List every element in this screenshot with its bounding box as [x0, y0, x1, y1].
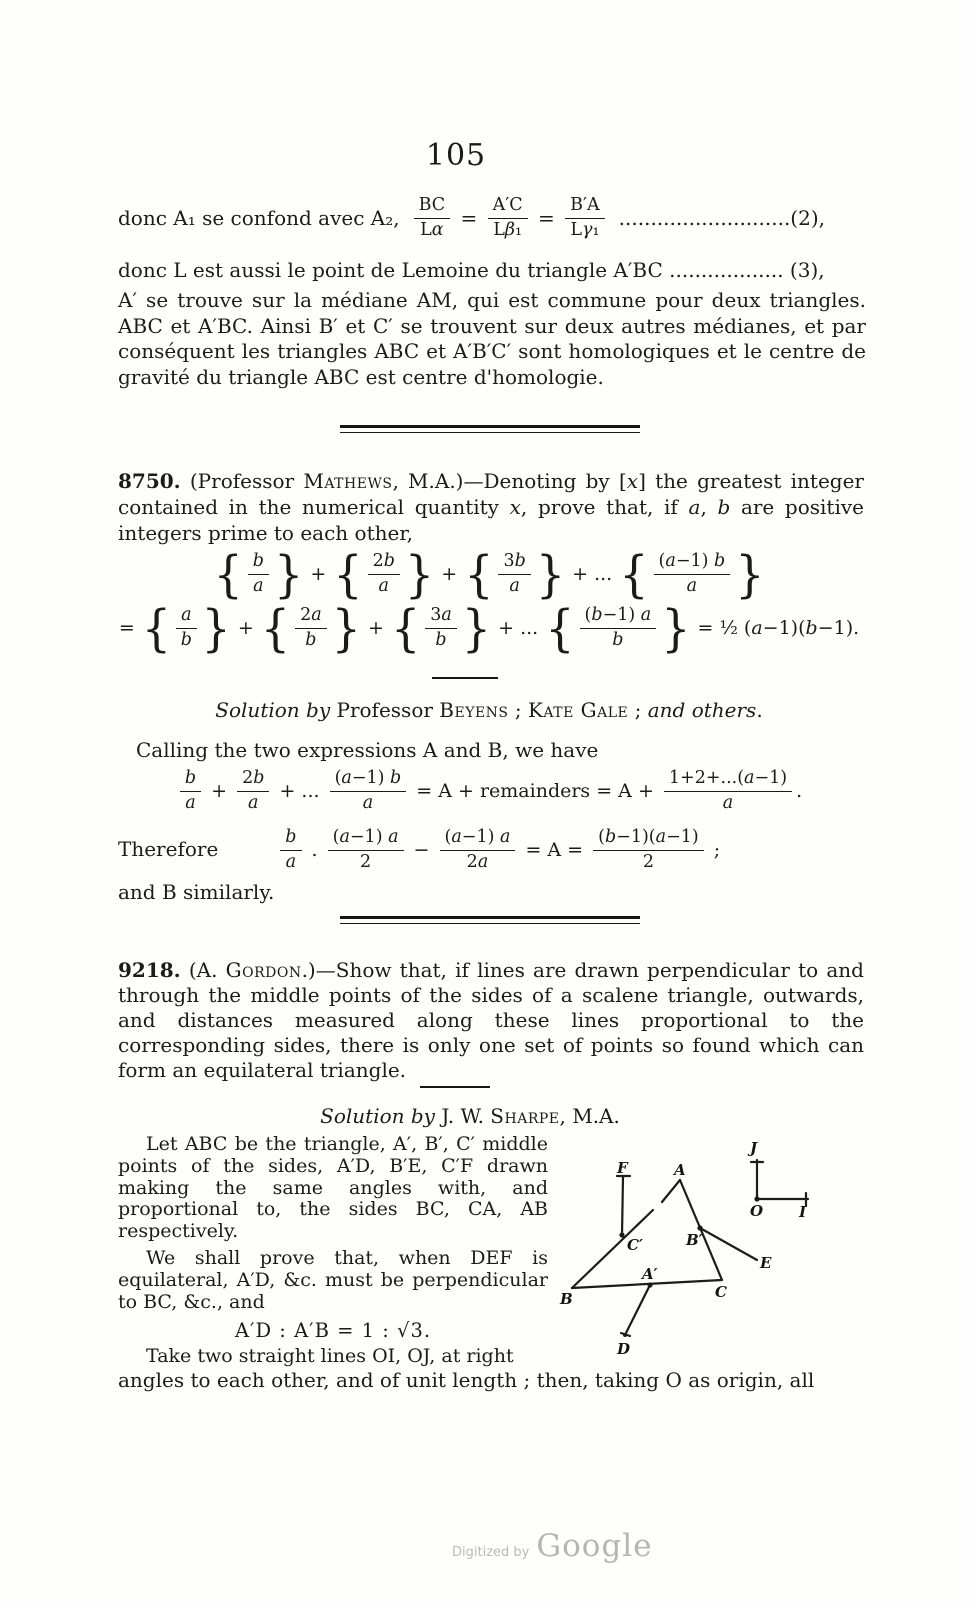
french-paragraph: A′ se trouve sur la médiane AM, qui est commune pour deux triangles. ABC et A′BC. Ainsi B′ et C′ se trouvent sur deux autres médianes, et par conséquent les triangles ABC et A′B′C′ sont homologiques et le centre de gravité du triangle ABC est centre d'homologie. [118, 288, 866, 389]
diagram-label-F: F [617, 1159, 628, 1177]
solution-9218-paragraph-2: We shall prove that, when DEF is equilateral, A′D, &c. must be perpendicular to BC, &c., and [118, 1246, 548, 1313]
diagram-labels [559, 1139, 807, 1358]
solution-8750-heading: Solution by Professor Beyens ; Kate Gale ; and others. [215, 698, 763, 722]
equation-8750-line1: { $\frac{b}{a}$ } + { $\frac{2b}{a}$ } + { $\frac{3b}{a}$ } + ... { $\frac{(a-1) b}{a}$ } [213, 544, 765, 604]
digitized-by-text: Digitized by [452, 1545, 530, 1560]
point-b-prime [697, 1225, 702, 1230]
point-a-prime [647, 1282, 652, 1287]
diagram-label-J: J [750, 1139, 758, 1157]
point-o [754, 1196, 759, 1201]
solution-8750-closing: and B similarly. [118, 880, 275, 904]
watermark [452, 1528, 653, 1564]
geometry-diagram [540, 1125, 880, 1365]
ratio-equation: A′D : A′B = 1 : √3. [234, 1319, 432, 1343]
solution-9218-paragraph-3: Take two straight lines OI, OJ, at right [146, 1345, 514, 1368]
therefore-label: Therefore [118, 837, 219, 862]
line-a-prime-d [625, 1285, 650, 1335]
diagram-label-A-prime: A′ [642, 1265, 658, 1283]
equation-solution-line1: $\frac{b}{a}$ + $\frac{2b}{a}$ + ... $\frac{(a-1) b}{a}$ = A + remainders = A + $\frac{1+2+...(a-1)}{a}$ . [115, 764, 863, 818]
point-d [623, 1333, 627, 1337]
diagram-label-I: I [799, 1203, 807, 1221]
section-separator-2 [340, 916, 640, 924]
diagram-label-D: D [617, 1340, 631, 1358]
problem-8750-statement: 8750. (Professor Mathews, M.A.)—Denoting by [x] the greatest integer contained in the numerical quantity x, prove that, if a, b are positive integers prime to each other, [118, 469, 864, 545]
short-rule [432, 677, 498, 679]
diagram-label-B: B [560, 1290, 573, 1308]
line-c-prime-f [622, 1177, 623, 1235]
diagram-label-E: E [760, 1254, 772, 1272]
equation-solution-line2: $\frac{b}{a}$ . $\frac{(a-1) a}{2}$ − $\frac{(a-1) a}{2a}$ = A = $\frac{(b-1)(a-1)}{2}$ ; [276, 828, 720, 872]
diagram-label-B-prime: B′ [686, 1231, 703, 1249]
section-separator [340, 425, 640, 433]
line-b-prime-e [700, 1228, 757, 1260]
diagram-label-C-prime: C′ [627, 1236, 643, 1254]
solution-9218-paragraph-1: Let ABC be the triangle, A′, B′, C′ middle points of the sides, A′D, B′E, C′F drawn making the same angles with, and proportional to, the sides BC, CA, AB respectively. [118, 1133, 548, 1243]
french-lemoine-line: donc L est aussi le point de Lemoine du triangle A′BC .................. (3), [118, 258, 825, 282]
problem-9218-statement: 9218. (A. Gordon.)—Show that, if lines are drawn perpendicular to and through the middle points of the sides of a scalene triangle, outwards, and distances measured along these lines proportional to the corresponding sides, there is only one set of points so found which can form an equilateral triangle. [118, 958, 864, 1082]
diagram-label-O: O [750, 1202, 764, 1220]
google-logo: Google [536, 1528, 653, 1564]
perpendicular-lines [617, 1176, 757, 1336]
solution-8750-intro: Calling the two expressions A and B, we have [136, 738, 599, 762]
page-number: 105 [425, 138, 487, 173]
solution-9218-text-column [118, 1134, 548, 1368]
solution-9218-continuation: angles to each other, and of unit length ; then, taking O as origin, all [118, 1368, 815, 1392]
diagram-label-C: C [715, 1283, 727, 1301]
point-dots [619, 1196, 759, 1337]
diagram-label-A: A [674, 1161, 686, 1179]
solution-9218-heading: Solution by J. W. Sharpe, M.A. [320, 1104, 620, 1128]
equation-solution-line2-row [118, 822, 866, 878]
french-equation-line: donc A₁ se confond avec A₂, $\frac{BC}{L\alpha}$ = $\frac{A'C}{\text{Lβ₁}}$ = $\frac{B'A}{\text{Lγ₁}}$ ...........................(2), [118, 195, 825, 240]
short-rule-2 [420, 1086, 490, 1088]
equation-8750-line2: = { $\frac{a}{b}$ } + { $\frac{2a}{b}$ } + { $\frac{3a}{b}$ } + ... { $\frac{(b-1) a}{b}$ } = ½ (a−1)(b−1). [118, 598, 860, 658]
point-c-prime [619, 1232, 624, 1237]
